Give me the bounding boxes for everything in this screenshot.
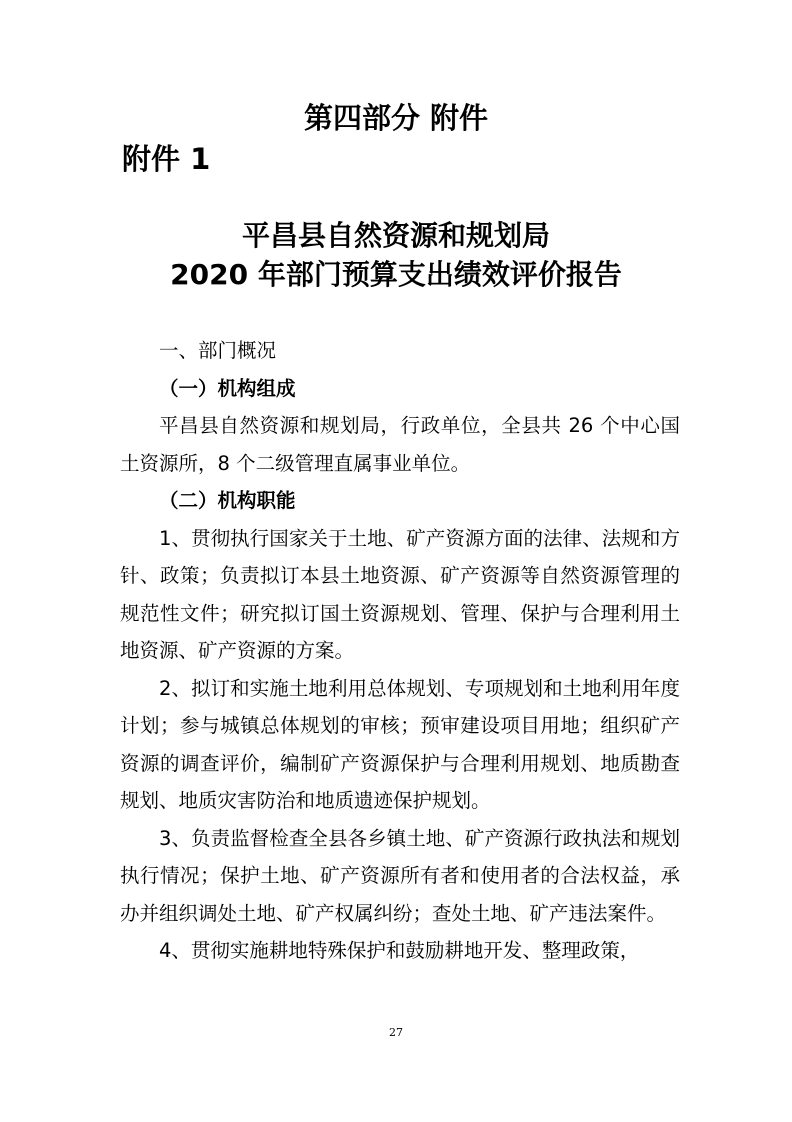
organization-paragraph: 平昌县自然资源和规划局，行政单位，全县共 26 个中心国土资源所，8 个二级管理直属事业单位。 — [120, 414, 680, 475]
duty-paragraph-2: 2、拟订和实施土地利用总体规划、专项规划和土地利用年度计划；参与城镇总体规划的审核；预审建设项目用地；组织矿产资源的调查评价，编制矿产资源保护与合理利用规划、地质勘查规划、地质灾害防治和地质遗迹保护规划。 — [120, 676, 680, 812]
subsection-heading-organization: （一）机构组成 — [159, 376, 296, 400]
report-title-line-1: 平昌县自然资源和规划局 — [241, 219, 550, 252]
duty-paragraph-4: 4、贯彻实施耕地特殊保护和鼓励耕地开发、整理政策， — [159, 939, 640, 962]
part-title: 第四部分 附件 — [303, 101, 489, 135]
section-heading-overview: 一、部门概况 — [159, 339, 277, 362]
report-title-line-2: 2020 年部门预算支出绩效评价报告 — [170, 258, 622, 291]
page-number: 27 — [389, 1026, 403, 1039]
duty-paragraph-3: 3、负责监督检查全县各乡镇土地、矿产资源行政执法和规划执行情况；保护土地、矿产资源所有者和使用者的合法权益，承办并组织调处土地、矿产权属纠纷；查处土地、矿产违法案件。 — [120, 826, 680, 925]
report-title — [0, 216, 792, 294]
duty-paragraph-1: 1、贯彻执行国家关于土地、矿产资源方面的法律、法规和方针、政策；负责拟订本县土地资源、矿产资源等自然资源管理的规范性文件；研究拟订国土资源规划、管理、保护与合理利用土地资源、矿产资源的方案。 — [120, 526, 680, 662]
attachment-label: 附件 1 — [122, 142, 211, 176]
subsection-heading-functions: （二）机构职能 — [159, 489, 296, 512]
report-body — [120, 332, 680, 970]
